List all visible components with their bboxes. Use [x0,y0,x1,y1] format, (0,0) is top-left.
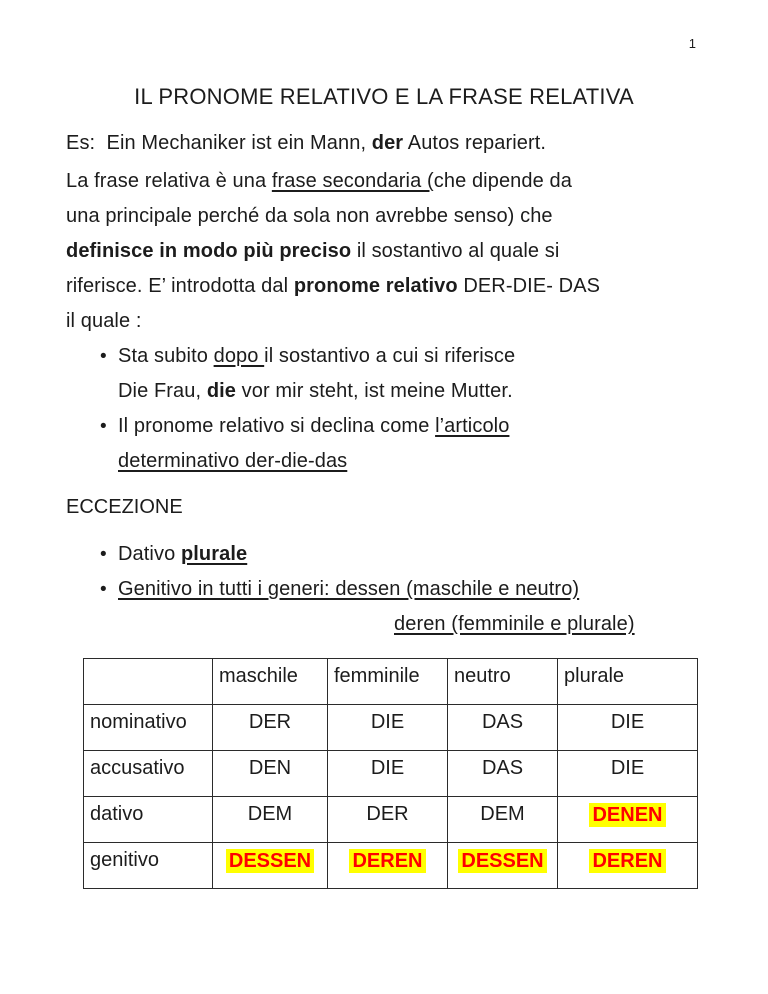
example-sentence [66,126,708,161]
cell-dativo-maschile: DEM [213,797,328,843]
cell-accusativo-maschile: DEN [213,751,328,797]
bullet-icon: • [100,544,107,565]
col-header-empty [84,659,213,705]
bullet1-line-1 [118,339,728,374]
cell-dativo-neutro: DEM [448,797,558,843]
text-segment: che dipende da [433,170,572,192]
text-segment: DER-DIE- DAS [457,275,601,297]
table-row [84,797,698,843]
table-row [84,705,698,751]
highlight-deren-f: DEREN [349,849,425,873]
underline-genitivo-rule: Genitivo in tutti i generi: dessen (maschile e neutro) [118,578,580,600]
underline-determinativo: determinativo der-die-das [118,450,348,472]
row-label-accusativo: accusativo [84,751,213,797]
cell-nominativo-neutro: DAS [448,705,558,751]
underline-frase-secondaria: frase secondaria ( [271,170,434,192]
table-header-row [84,659,698,705]
text-segment: una principale perché da sola non avrebbe senso) che [66,205,553,227]
bullet-icon: • [100,579,107,600]
cell-dativo-plurale [558,797,698,843]
highlight-dessen-m: DESSEN [226,849,314,873]
cell-nominativo-plurale: DIE [558,705,698,751]
table-row [84,751,698,797]
highlight-deren-p: DEREN [589,849,665,873]
bold-die: die [206,380,237,402]
bullet-content [118,409,728,479]
list-item [100,537,728,572]
example-text-1: Es: Ein Mechaniker ist ein Mann, [66,132,372,154]
list-item [100,409,728,479]
underline-articolo: l’articolo [435,415,510,437]
bullet-list-rules [100,339,728,479]
page-number: 1 [688,36,696,51]
intro-line-3 [66,234,712,269]
declension-table [83,658,698,889]
bullet4-line-1 [118,572,728,607]
cell-nominativo-maschile: DER [213,705,328,751]
bullet-content [118,537,728,572]
table-row [84,843,698,889]
text-segment: vor mir steht, ist meine Mutter. [236,380,513,402]
underline-deren-rule: deren (femminile e plurale) [394,613,635,635]
intro-line-5 [66,304,712,339]
cell-genitivo-maschile [213,843,328,889]
col-header-plurale: plurale [558,659,698,705]
text-segment: il sostantivo a cui si riferisce [264,345,516,367]
row-label-nominativo: nominativo [84,705,213,751]
cell-genitivo-plurale [558,843,698,889]
cell-nominativo-femminile: DIE [328,705,448,751]
col-header-femminile: femminile [328,659,448,705]
bullet-icon: • [100,416,107,437]
cell-accusativo-plurale: DIE [558,751,698,797]
bold-definisce: definisce in modo più preciso [66,240,352,262]
text-segment: Sta subito [118,345,214,367]
example-text-2: Autos repariert. [403,132,547,154]
text-segment: Il pronome relativo si declina come [118,415,436,437]
bullet-list-eccezioni [100,537,728,642]
list-item [100,572,728,642]
col-header-neutro: neutro [448,659,558,705]
intro-line-1 [66,164,712,199]
text-segment: La frase relativa è una [66,170,272,192]
intro-line-4 [66,269,712,304]
bullet-content [118,572,728,642]
example-bold-der: der [371,132,404,154]
underline-dopo: dopo [213,345,265,367]
cell-genitivo-neutro [448,843,558,889]
intro-paragraph [66,164,712,339]
highlight-denen: DENEN [589,803,665,827]
text-segment: Dativo [118,543,181,565]
row-label-genitivo: genitivo [84,843,213,889]
eccezione-heading: ECCEZIONE [66,496,183,518]
bullet4-line-2 [118,607,728,642]
bullet-content [118,339,728,409]
bold-pronome-relativo: pronome relativo [293,275,458,297]
document-title: IL PRONOME RELATIVO E LA FRASE RELATIVA [134,84,634,109]
text-segment: Die Frau, [118,380,207,402]
cell-genitivo-femminile [328,843,448,889]
bullet2-line-1 [118,409,728,444]
bullet1-line-2 [118,374,728,409]
text-segment: il sostantivo al quale si [351,240,560,262]
highlight-dessen-n: DESSEN [458,849,546,873]
col-header-maschile: maschile [213,659,328,705]
cell-dativo-femminile: DER [328,797,448,843]
text-segment: riferisce. E’ introdotta dal [66,275,294,297]
bold-underline-plurale: plurale [180,543,248,565]
row-label-dativo: dativo [84,797,213,843]
bullet-icon: • [100,346,107,367]
cell-accusativo-neutro: DAS [448,751,558,797]
text-segment: il quale : [66,310,142,332]
cell-accusativo-femminile: DIE [328,751,448,797]
bullet2-line-2 [118,444,728,479]
list-item [100,339,728,409]
bullet3-line-1 [118,537,728,572]
intro-line-2 [66,199,712,234]
